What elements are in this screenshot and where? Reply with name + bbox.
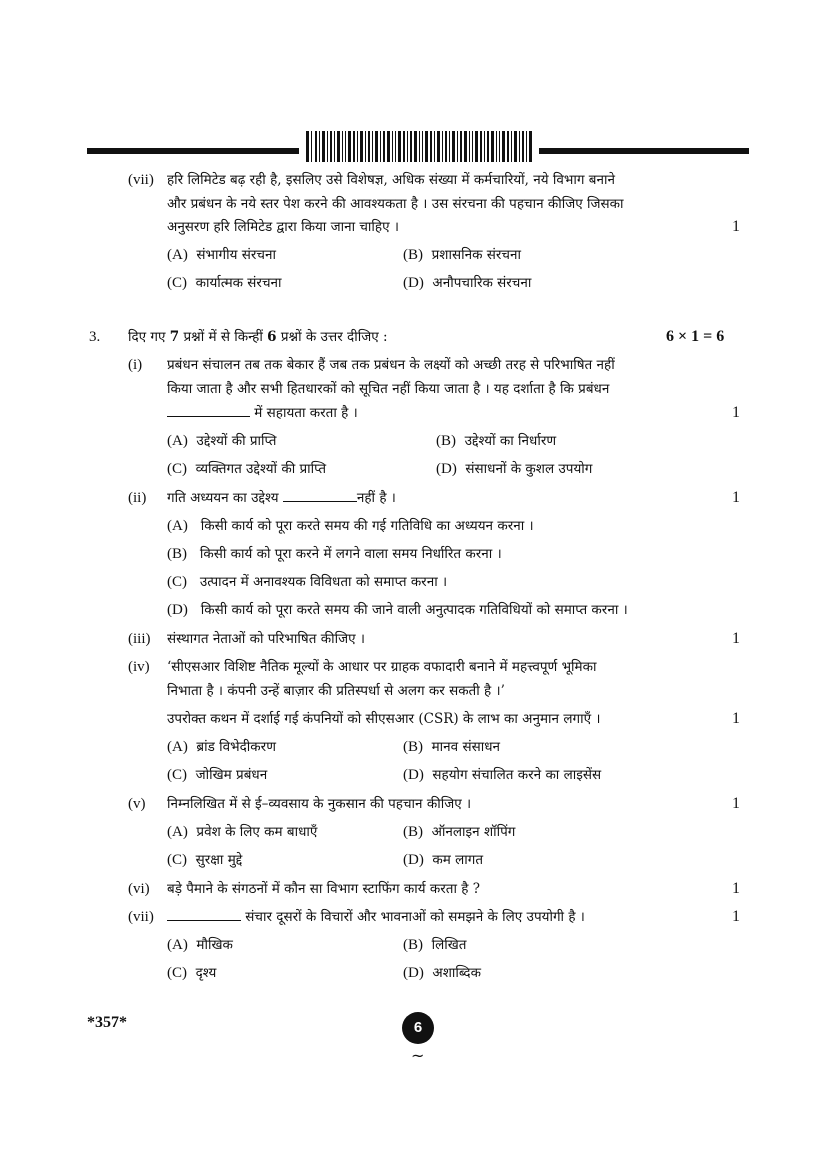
- question-text-line: में सहायता करता है ।: [167, 403, 358, 423]
- marks-label: 1: [732, 489, 740, 506]
- sub-question-number: (iii): [128, 631, 151, 647]
- sub-question-number: (i): [128, 357, 143, 373]
- option: (A) ब्रांड विभेदीकरण: [167, 739, 276, 755]
- sub-question-number: (vii): [128, 172, 154, 188]
- option: (B) मानव संसाधन: [403, 739, 500, 755]
- option: (D) अनौपचारिक संरचना: [403, 275, 532, 291]
- page-end-mark: ~: [411, 1046, 425, 1065]
- question-text-line: निम्नलिखित में से ई–व्यवसाय के नुकसान की पहचान कीजिए ।: [167, 796, 472, 812]
- option: (A) उद्देश्यों की प्राप्ति: [167, 433, 277, 449]
- option: (C) व्यक्तिगत उद्देश्यों की प्राप्ति: [167, 461, 327, 477]
- marks-label: 1: [732, 710, 740, 727]
- option: (D) किसी कार्य को पूरा करते समय की जाने वाली अनुत्पादक गतिविधियों को समाप्त करना ।: [167, 602, 628, 618]
- option: (C) दृश्य: [167, 965, 217, 981]
- option: (C) कार्यात्मक संरचना: [167, 275, 282, 291]
- marks-label: 1: [732, 218, 740, 235]
- header-rule-left: [87, 148, 299, 154]
- option: (B) प्रशासनिक संरचना: [403, 247, 521, 263]
- question-text-line: बड़े पैमाने के संगठनों में कौन सा विभाग स्टाफिंग कार्य करता है ?: [167, 881, 480, 897]
- option: (B) लिखित: [403, 937, 467, 953]
- question-text-line: अनुसरण हरि लिमिटेड द्वारा किया जाना चाहिए ।: [167, 219, 399, 235]
- question-text-line: हरि लिमिटेड बढ़ रही है, इसलिए उसे विशेषज्ञ, अधिक संख्या में कर्मचारियों, नये विभाग बनाने: [167, 172, 615, 188]
- question-text-line: निभाता है । कंपनी उन्हें बाज़ार की प्रतिस्पर्धा से अलग कर सकती है ।’: [167, 683, 505, 699]
- header-rule-right: [539, 148, 749, 154]
- option: (D) कम लागत: [403, 852, 484, 868]
- question-text-line: गति अध्ययन का उद्देश्य नहीं है ।: [167, 490, 396, 506]
- question-text-line: प्रबंधन संचालन तब तक बेकार हैं जब तक प्रबंधन के लक्ष्यों को अच्छी तरह से परिभाषित नहीं: [167, 357, 615, 373]
- question-text-line: संस्थागत नेताओं को परिभाषित कीजिए ।: [167, 631, 365, 647]
- answer-blank: [167, 404, 250, 417]
- option: (A) प्रवेश के लिए कम बाधाएँ: [167, 824, 318, 840]
- question-number: 3.: [89, 329, 101, 345]
- marks-label: 1: [732, 795, 740, 812]
- option: (B) किसी कार्य को पूरा करने में लगने वाला समय निर्धारित करना ।: [167, 546, 502, 562]
- marks-label: 1: [732, 908, 740, 925]
- question-text-line: ‘सीएसआर विशिष्ट नैतिक मूल्यों के आधार पर ग्राहक वफादारी बनाने में महत्त्वपूर्ण भूमिका: [167, 659, 597, 675]
- marks-label: 1: [732, 404, 740, 421]
- page-number: 6: [402, 1012, 434, 1044]
- question-text-line: संचार दूसरों के विचारों और भावनाओं को समझने के लिए उपयोगी है ।: [167, 907, 585, 927]
- sub-question-number: (vii): [128, 909, 154, 925]
- option: (D) अशाब्दिक: [403, 965, 481, 981]
- answer-blank: [283, 489, 357, 502]
- option: (D) सहयोग संचालित करने का लाइसेंस: [403, 767, 602, 783]
- marks-label: 1: [732, 880, 740, 897]
- sub-question-number: (vi): [128, 881, 150, 897]
- option: (C) सुरक्षा मुद्दे: [167, 852, 243, 868]
- marks-label: 1: [732, 630, 740, 647]
- option: (B) उद्देश्यों का निर्धारण: [436, 433, 557, 449]
- question-instruction: दिए गए 7 प्रश्नों में से किन्हीं 6 प्रश्नों के उत्तर दीजिए :: [128, 329, 388, 345]
- option: (C) जोखिम प्रबंधन: [167, 767, 268, 783]
- option: (C) उत्पादन में अनावश्यक विविधता को समाप्त करना ।: [167, 574, 448, 590]
- sub-question-number: (iv): [128, 659, 150, 675]
- question-text-line: और प्रबंधन के नये स्तर पेश करने की आवश्यकता है । उस संरचना की पहचान कीजिए जिसका: [167, 196, 624, 212]
- barcode-icon: [306, 131, 532, 162]
- option: (B) ऑनलाइन शॉपिंग: [403, 824, 516, 840]
- sub-question-number: (v): [128, 796, 146, 812]
- marks-total: 6 × 1 = 6: [666, 328, 725, 345]
- question-text-line: किया जाता है और सभी हितधारकों को सूचित नहीं किया जाता है । यह दर्शाता है कि प्रबंधन: [167, 381, 610, 397]
- option: (D) संसाधनों के कुशल उपयोग: [436, 461, 593, 477]
- option: (A) मौखिक: [167, 937, 233, 953]
- answer-blank: [167, 908, 241, 921]
- option: (A) किसी कार्य को पूरा करते समय की गई गतिविधि का अध्ययन करना ।: [167, 518, 534, 534]
- question-text-line: उपरोक्त कथन में दर्शाई गई कंपनियों को सीएसआर (CSR) के लाभ का अनुमान लगाएँ ।: [167, 711, 601, 727]
- paper-code: *357*: [87, 1014, 127, 1031]
- option: (A) संभागीय संरचना: [167, 247, 276, 263]
- sub-question-number: (ii): [128, 490, 147, 506]
